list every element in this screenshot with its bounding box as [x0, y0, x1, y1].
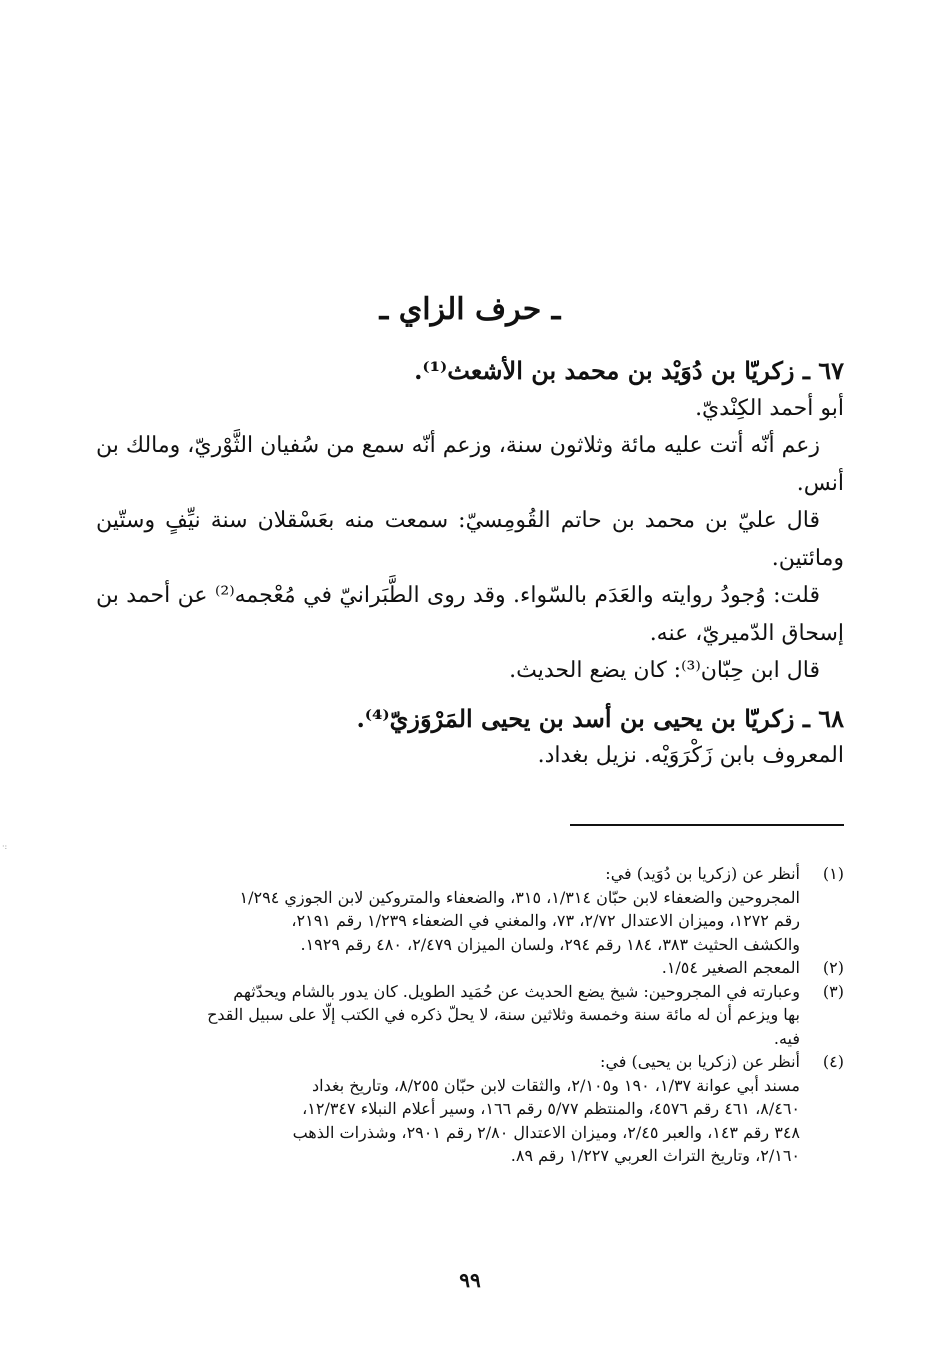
- footnote-line: ٢/١٦٠، وتاريخ التراث العربي ١/٢٢٧ رقم ٨٩.: [510, 1146, 800, 1165]
- footnote-number: (٢): [822, 958, 844, 977]
- page-number: ٩٩: [459, 1268, 481, 1292]
- footnote-number: (١): [822, 864, 844, 883]
- footnote-3: [128, 980, 844, 1051]
- footnote-line: المجروحين والضعفاء لابن حبّان ١/٣١٤، ٣١٥، والضعفاء والمتروكين لابن الجوزي ١/٢٩٤: [239, 887, 800, 907]
- entry-68-heading: ٦٨ ـ زكريّا بن يحيى بن أسد بن يحيى المَرْوَزيّ⁽⁴⁾.: [356, 703, 844, 733]
- footnote-line: وعبارته في المجروحين: شيخ يضع الحديث عن حُمَيد الطويل. كان يدور بالشام ويحدّثهم: [233, 981, 800, 1001]
- main-text: [96, 352, 844, 775]
- footnotes: [128, 862, 844, 1168]
- entry-68-paragraph: المعروف بابن زَكْرَوَيْه. نزيل بغداد.: [537, 743, 844, 768]
- scan-speck: ·:: [2, 842, 8, 851]
- entry-67-heading: ٦٧ ـ زكريّا بن دُوَيْد بن محمد بن الأشعث⁽¹⁾.: [414, 356, 844, 385]
- footnote-line: أنظر عن (زكريا بن يحيى) في:: [600, 1052, 800, 1071]
- footnote-line: المعجم الصغير ١/٥٤.: [661, 958, 800, 977]
- footnote-separator: [570, 824, 844, 826]
- footnote-line: مسند أبي عوانة ١/٣٧، ١٩٠ و٢/١٠٥، والثقات لابن حبّان ٨/٢٥٥، وتاريخ بغداد: [312, 1075, 800, 1095]
- footnote-number: (٤): [822, 1052, 844, 1071]
- footnote-1: [128, 862, 844, 956]
- footnote-4: [128, 1050, 844, 1168]
- footnote-line: رقم ١٢٧٢، وميزان الاعتدال ٢/٧٢، ٧٣، والمغني في الضعفاء ١/٢٣٩ رقم ٢١٩١،: [291, 911, 800, 930]
- entry-67-paragraph: زعم أنّه أتت عليه مائة وثلاثون سنة، وزعم أنّه سمع من سُفيان الثَّوْريّ، ومالك بن أنس.: [96, 433, 844, 496]
- footnote-2: [128, 956, 844, 980]
- footnote-line: ٣٤٨ رقم ١٤٣، والعبر ٢/٤٥، وميزان الاعتدال ٢/٨٠ رقم ٢٩٠١، وشذرات الذهب: [292, 1122, 800, 1142]
- footnote-number: (٣): [822, 981, 844, 1001]
- footnote-line: والكشف الحثيث ٣٨٣، ١٨٤ رقم ٢٩٤، ولسان الميزان ٢/٤٧٩، ٤٨٠ رقم ١٩٢٩.: [300, 934, 800, 954]
- entry-67-paragraph: قلت: وُجودُ روايته والعَدَم بالسّواء. وقد روى الطَّبَرانيّ في مُعْجمه⁽²⁾ عن أحمد بن إسحاق الدّميريّ، عنه.: [96, 583, 844, 646]
- entry-67-kunya: أبو أحمد الكِنْديّ.: [695, 395, 844, 421]
- footnote-line: ٨/٤٦٠، ٤٦١ رقم ٤٥٧٦، والمنتظم ٥/٧٧ رقم ١٦٦، وسير أعلام النبلاء ١٢/٣٤٧،: [302, 1099, 800, 1118]
- footnote-line: فيه.: [773, 1028, 800, 1048]
- entry-67-paragraph: قال ابن حِبّان⁽³⁾: كان يضع الحديث.: [509, 658, 820, 683]
- footnote-line: بها ويزعم أن له مائة سنة وخمسة وثلاثين سنة، لا يحلّ ذكره في الكتب إلّا على سبيل القدح: [207, 1005, 800, 1024]
- entry-67-paragraph: قال عليّ بن محمد بن حاتم القُومِسيّ: سمعت منه بعَسْقلان سنة نيِّفٍ وستّين ومائتين.: [96, 508, 844, 571]
- footnote-line: أنظر عن (زكريا بن دُوَيد) في:: [605, 864, 800, 883]
- chapter-title: ـ حرف الزاي ـ: [379, 292, 561, 327]
